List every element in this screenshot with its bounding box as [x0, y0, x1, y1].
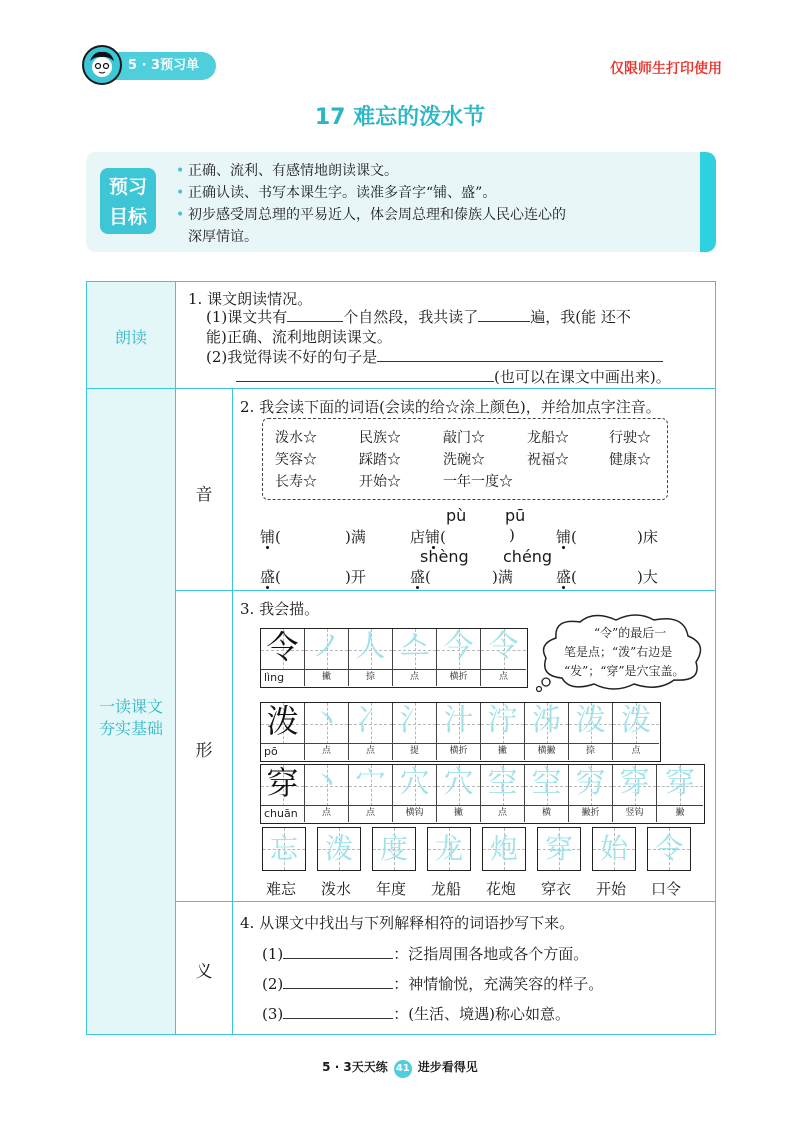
bubble-line3: “发”；“穿”是穴宝盖。	[564, 664, 685, 678]
goal-item: • 正确、流利、有感情地朗读课文。	[176, 160, 696, 182]
divider	[175, 590, 715, 591]
trace-char: 龙	[434, 832, 463, 865]
stroke-name: 捺	[349, 669, 392, 686]
subsection-meaning-label: 义	[195, 962, 213, 982]
r2-a1: 盛(	[260, 568, 281, 586]
stroke-name: 点	[481, 805, 524, 822]
word-label: 泼水	[321, 880, 352, 898]
pinyin-po: pō	[261, 743, 304, 760]
goal-item: • 初步感受周总理的平易近人，体会周总理和傣族人民心连心的	[176, 204, 696, 226]
section-basics-line1: 一读课文	[98, 697, 163, 716]
footer	[0, 1058, 800, 1078]
pinyin-pu-falling: pù	[446, 506, 467, 525]
trace-char: 泲	[531, 703, 562, 738]
stroke-name: 点	[481, 669, 526, 686]
tip-bubble	[536, 612, 708, 692]
section-basics-label	[87, 696, 175, 740]
trace-char: 穴	[399, 765, 430, 800]
q1-line4-text: (也可以在课文中画出来)。	[494, 368, 671, 386]
header-tag: 5 · 3预习单	[90, 52, 216, 80]
word-trace-cell[interactable]	[427, 827, 471, 871]
word-label: 龙船	[431, 880, 462, 898]
goals-label	[100, 168, 156, 234]
read-count-blank[interactable]	[478, 307, 530, 322]
stroke-name: 撇	[305, 669, 348, 686]
trace-char: 宀	[355, 765, 386, 800]
print-notice: 仅限师生打印使用	[610, 61, 722, 77]
stroke-name: 横折	[437, 743, 480, 760]
q4-item1-text: ：泛指周围各地或各个方面。	[393, 945, 589, 963]
answer-blank[interactable]	[283, 944, 393, 959]
model-cell	[261, 703, 305, 760]
q4-item2-num: (2)	[262, 975, 284, 993]
word[interactable]: 泼水☆	[275, 430, 317, 446]
q1-line4	[236, 366, 671, 387]
word-label: 开始	[596, 880, 627, 898]
r1-c1: 铺(	[556, 528, 577, 546]
emphasis-dot	[562, 586, 565, 589]
r1-a1: 铺(	[260, 528, 281, 546]
trace-grid-ling	[260, 628, 528, 688]
trace-cell[interactable]	[481, 765, 525, 822]
q1-line1-c: 遍，我(能 还不	[530, 308, 631, 326]
word-trace-cell[interactable]	[317, 827, 361, 871]
word[interactable]: 长寿☆	[275, 474, 317, 490]
goal-item-continued: 深厚情谊。	[188, 229, 258, 245]
word[interactable]: 笑容☆	[275, 452, 317, 468]
word-box	[262, 418, 668, 500]
q4-item1-num: (1)	[262, 945, 284, 963]
trace-char: 人	[355, 629, 386, 664]
q3-title: 3. 我会描。	[240, 600, 320, 618]
trace-cell[interactable]	[613, 765, 657, 822]
word-label: 穿衣	[541, 880, 572, 898]
subsection-shape-label: 形	[195, 741, 213, 761]
q1-line1	[206, 306, 631, 327]
q4-item1	[262, 943, 588, 964]
word-label: 口令	[651, 880, 682, 898]
divider	[175, 282, 176, 1034]
trace-cell[interactable]	[393, 629, 437, 686]
divider	[175, 901, 715, 902]
word[interactable]: 祝福☆	[527, 452, 569, 468]
divider	[232, 389, 233, 1034]
r2-c1: 盛(	[556, 568, 577, 586]
trace-char: 今	[443, 629, 474, 664]
section-reading-label: 朗读	[114, 328, 147, 347]
trace-char: 令	[654, 832, 683, 865]
r1-b1: 店铺(	[410, 528, 446, 546]
trace-char: 汁	[443, 703, 474, 738]
section-basics-line2: 夯实基础	[98, 719, 163, 738]
stroke-name: 横撇	[525, 743, 568, 760]
trace-char: 泼	[575, 703, 606, 738]
word[interactable]: 一年一度☆	[443, 474, 513, 490]
trace-char: 스	[400, 629, 429, 664]
word-trace-cell[interactable]	[592, 827, 636, 871]
trace-cell[interactable]	[481, 629, 526, 686]
stroke-name: 撇	[437, 805, 480, 822]
trace-char: 炮	[489, 832, 518, 865]
model-char-po: 泼	[266, 702, 299, 740]
stroke-name: 点	[349, 805, 392, 822]
trace-cell[interactable]	[393, 703, 437, 760]
trace-char: 穿	[619, 765, 650, 800]
trace-grid-po	[260, 702, 661, 762]
r2-a2: )开	[345, 568, 366, 586]
r2-b2: )满	[492, 568, 513, 586]
emphasis-dot	[266, 586, 269, 589]
trace-cell[interactable]	[349, 703, 393, 760]
goals-accent-bar	[700, 152, 716, 252]
stroke-name: 横	[525, 805, 568, 822]
stroke-name: 提	[393, 743, 436, 760]
q4-item3	[262, 1003, 570, 1024]
model-cell	[261, 629, 305, 686]
stroke-name: 点	[613, 743, 659, 760]
r2-c2: )大	[637, 568, 658, 586]
q4-item2	[262, 973, 603, 994]
trace-cell[interactable]	[305, 629, 349, 686]
trace-char: 氵	[399, 703, 430, 738]
word-trace-cell[interactable]	[262, 827, 306, 871]
word-label: 年度	[376, 880, 407, 898]
q1-line1-b: 个自然段，我共读了	[343, 308, 479, 326]
trace-char: 空	[487, 765, 518, 800]
r1-c2: )床	[637, 528, 658, 546]
model-cell	[261, 765, 305, 822]
stroke-name: 点	[305, 743, 348, 760]
trace-cell[interactable]	[305, 765, 349, 822]
q1-title: 1. 课文朗读情况。	[188, 290, 313, 308]
r1-a2: )满	[345, 528, 366, 546]
goals-list	[176, 160, 696, 248]
model-char-ling: 令	[266, 628, 299, 666]
trace-char: ノ	[311, 629, 342, 664]
sentence-blank[interactable]	[377, 347, 663, 362]
stroke-name: 撇折	[569, 805, 612, 822]
trace-cell[interactable]	[569, 765, 613, 822]
word[interactable]: 开始☆	[359, 474, 401, 490]
trace-cell[interactable]	[393, 765, 437, 822]
trace-char: 穿	[665, 765, 695, 800]
pinyin-sheng: shèng	[420, 547, 469, 566]
trace-cell[interactable]	[569, 703, 613, 760]
word[interactable]: 敲门☆	[443, 430, 485, 446]
emphasis-dot	[416, 586, 419, 589]
trace-char: 泼	[621, 703, 651, 738]
stroke-name: 撇	[657, 805, 703, 822]
word-trace-cell[interactable]	[372, 827, 416, 871]
bubble-line1: “令”的最后一	[594, 626, 667, 640]
q4-item2-text: ：神情愉悦，充满笑容的样子。	[393, 975, 604, 993]
trace-cell[interactable]	[525, 703, 569, 760]
word-trace-cell[interactable]	[647, 827, 691, 871]
pinyin-cheng: chéng	[503, 547, 553, 566]
word[interactable]: 龙船☆	[527, 430, 569, 446]
stroke-name: 点	[305, 805, 348, 822]
footer-left: 5 · 3天天练	[322, 1060, 388, 1074]
trace-char: 忘	[269, 832, 298, 865]
stroke-name: 点	[349, 743, 392, 760]
pinyin-pu-level: pū	[505, 506, 526, 525]
trace-char: 度	[379, 832, 408, 865]
goals-label-line2: 目标	[108, 206, 147, 228]
divider	[87, 388, 715, 389]
q1-line3-text: (2)我觉得读不好的句子是	[206, 348, 378, 366]
footer-right: 进步看得见	[417, 1060, 478, 1074]
word[interactable]: 踩踏☆	[359, 452, 401, 468]
sentence-blank-2[interactable]	[236, 367, 494, 382]
word-label: 花炮	[486, 880, 517, 898]
q4-item3-text: ：(生活、境遇)称心如意。	[393, 1005, 570, 1023]
bubble-line2: 笔是点；“泼”右边是	[564, 645, 673, 659]
trace-cell[interactable]	[437, 765, 481, 822]
word[interactable]: 洗碗☆	[443, 452, 485, 468]
trace-char: 穴	[443, 765, 474, 800]
trace-cell[interactable]	[481, 703, 525, 760]
word-trace-cell[interactable]	[537, 827, 581, 871]
stroke-name: 捺	[569, 743, 612, 760]
stroke-name: 横折	[437, 669, 480, 686]
q1-line1-a: (1)课文共有	[206, 308, 288, 326]
word[interactable]: 行驶☆	[609, 430, 651, 446]
trace-cell[interactable]	[657, 765, 703, 822]
r1-b2: )	[509, 526, 515, 544]
trace-char: 泼	[324, 832, 353, 865]
goals-label-line1: 预习	[108, 176, 147, 198]
answer-blank[interactable]	[283, 1004, 393, 1019]
answer-blank[interactable]	[283, 974, 393, 989]
trace-char: 空	[531, 765, 562, 800]
trace-char: 丶	[311, 765, 342, 800]
trace-char: 穷	[575, 765, 606, 800]
trace-char: 丶	[311, 703, 342, 738]
stroke-name: 竖钩	[613, 805, 656, 822]
word[interactable]: 健康☆	[609, 452, 651, 468]
word-label: 难忘	[266, 880, 297, 898]
word-trace-cell[interactable]	[482, 827, 526, 871]
trace-cell[interactable]	[613, 703, 659, 760]
page-number: 41	[394, 1060, 412, 1078]
subsection-sound-label: 音	[195, 485, 213, 505]
trace-grid-chuan	[260, 764, 705, 824]
trace-cell[interactable]	[525, 765, 569, 822]
trace-cell[interactable]	[305, 703, 349, 760]
trace-char: 令	[488, 629, 519, 664]
trace-char: 泞	[487, 703, 518, 738]
stroke-name: 点	[393, 669, 436, 686]
goal-item: • 正确认读、书写本课生字。读准多音字“铺、盛”。	[176, 182, 696, 204]
pinyin-chuan: chuān	[261, 805, 304, 822]
word[interactable]: 民族☆	[359, 430, 401, 446]
q1-line2: 能)正确、流利地朗读课文。	[206, 328, 392, 346]
trace-cell[interactable]	[437, 703, 481, 760]
trace-char: 穿	[544, 832, 573, 865]
trace-cell[interactable]	[349, 629, 393, 686]
q4-title: 4. 从课文中找出与下列解释相符的词语抄写下来。	[240, 914, 575, 932]
r2-b1: 盛(	[410, 568, 431, 586]
trace-char: 冫	[355, 703, 386, 738]
q1-line3	[206, 346, 663, 367]
paragraph-count-blank[interactable]	[287, 307, 343, 322]
emphasis-dot	[266, 546, 269, 549]
q4-item3-num: (3)	[262, 1005, 284, 1023]
model-char-chuan: 穿	[266, 764, 299, 802]
lesson-title: 17 难忘的泼水节	[314, 105, 486, 130]
mascot-icon	[82, 45, 122, 85]
stroke-name: 撇	[481, 743, 524, 760]
trace-cell[interactable]	[349, 765, 393, 822]
stroke-name: 横钩	[393, 805, 436, 822]
trace-cell[interactable]	[437, 629, 481, 686]
trace-char: 始	[599, 832, 628, 865]
pinyin-ling: lìng	[261, 669, 304, 686]
q2-title: 2. 我会读下面的词语(会读的给☆涂上颜色)，并给加点字注音。	[240, 398, 661, 416]
emphasis-dot	[562, 546, 565, 549]
